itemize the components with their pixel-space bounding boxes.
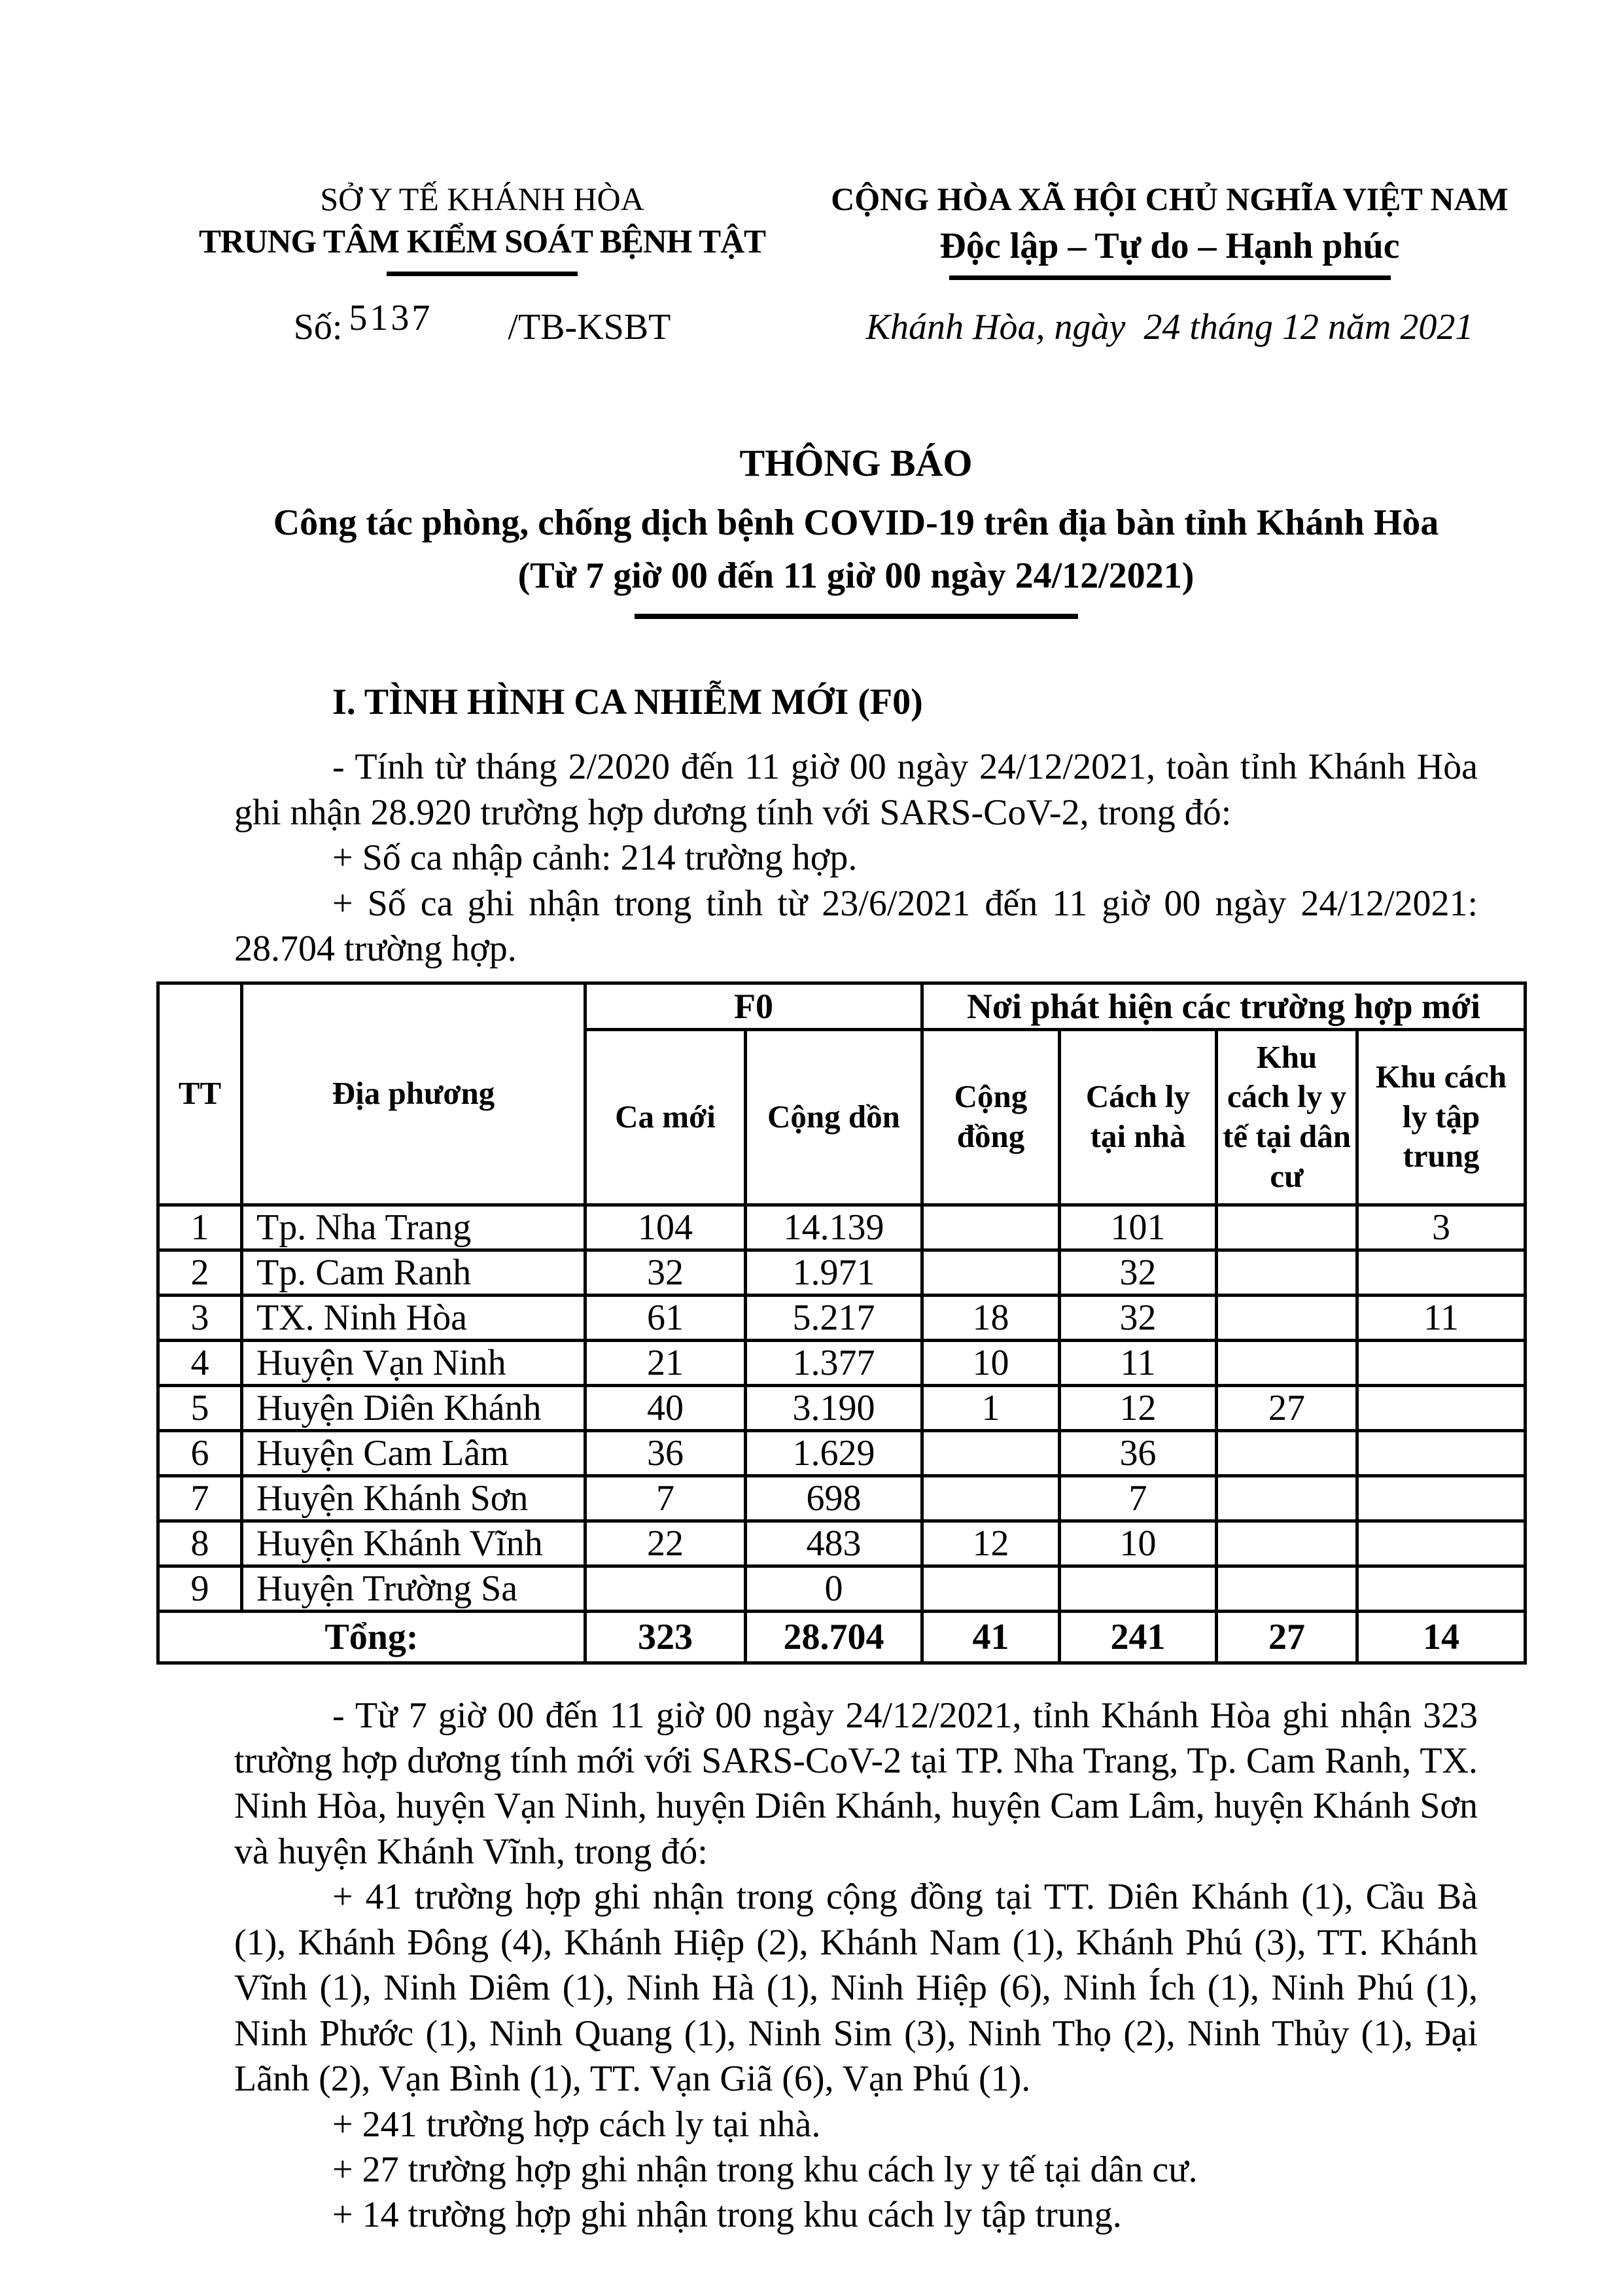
table-cell: 10	[1060, 1521, 1217, 1566]
total-label: Tổng:	[158, 1611, 585, 1663]
table-cell: 3.190	[746, 1385, 922, 1430]
document-number-line	[152, 298, 812, 348]
title-divider-line	[635, 614, 1078, 619]
table-row	[158, 1521, 1526, 1566]
table-cell: 40	[585, 1385, 746, 1430]
table-cell: 4	[158, 1340, 242, 1385]
table-cell: 1	[158, 1205, 242, 1250]
table-cell: 3	[1357, 1205, 1526, 1250]
table-cell: 27	[1217, 1385, 1357, 1430]
col-header-locality: Địa phương	[242, 983, 585, 1205]
table-cell: 32	[585, 1250, 746, 1295]
national-motto-block	[812, 178, 1527, 348]
table-row	[158, 1205, 1526, 1250]
table-cell: 1.377	[746, 1340, 922, 1385]
table-cell: 32	[1060, 1295, 1217, 1340]
table-cell: 11	[1357, 1295, 1526, 1340]
table-cell: 12	[1060, 1385, 1217, 1430]
table-cell: Huyện Diên Khánh	[242, 1385, 585, 1430]
table-cell: 36	[1060, 1430, 1217, 1475]
total-community: 41	[922, 1611, 1060, 1663]
document-subtitle: Công tác phòng, chống dịch bệnh COVID-19 trên địa bàn tỉnh Khánh Hòa	[273, 502, 1439, 543]
after-table-paragraphs	[234, 1693, 1478, 2238]
table-cell: 1.629	[746, 1430, 922, 1475]
table-cell: 12	[922, 1521, 1060, 1566]
table-cell: 14.139	[746, 1205, 922, 1250]
table-cell	[1217, 1566, 1357, 1611]
table-cell: 8	[158, 1521, 242, 1566]
table-cell: Tp. Cam Ranh	[242, 1250, 585, 1295]
table-cell	[922, 1566, 1060, 1611]
paragraph: + Số ca ghi nhận trong tỉnh từ 23/6/2021 đến 11 giờ 00 ngày 24/12/2021: 28.704 trường hợp.	[234, 883, 1478, 970]
table-cell: 7	[585, 1475, 746, 1521]
table-cell	[1357, 1430, 1526, 1475]
after-table-text	[234, 1693, 1478, 2238]
table-cell	[922, 1430, 1060, 1475]
total-medical-isolation: 27	[1217, 1611, 1357, 1663]
table-cell	[585, 1566, 746, 1611]
table-cell	[1357, 1385, 1526, 1430]
table-cell	[1217, 1521, 1357, 1566]
table-cell: 2	[158, 1250, 242, 1295]
section-1	[234, 679, 1478, 972]
paragraph: + Số ca nhập cảnh: 214 trường hợp.	[332, 838, 858, 879]
table-cell: 483	[746, 1521, 922, 1566]
table-total-row	[158, 1611, 1526, 1663]
issuing-agency-block	[152, 178, 812, 348]
table-cell: 1	[922, 1385, 1060, 1430]
table-cell: 32	[1060, 1250, 1217, 1295]
table-cell	[1357, 1250, 1526, 1295]
col-header-medical-isolation-area: Khu cách ly y tế tại dân cư	[1217, 1029, 1357, 1205]
place-date-line: Khánh Hòa, ngày 24 tháng 12 năm 2021	[865, 307, 1474, 347]
table-cell: Huyện Trường Sa	[242, 1566, 585, 1611]
table-cell	[922, 1250, 1060, 1295]
col-header-new-cases: Ca mới	[585, 1029, 746, 1205]
col-header-cumulative: Cộng dồn	[746, 1029, 922, 1205]
table-cell	[1217, 1205, 1357, 1250]
table-cell	[1217, 1475, 1357, 1521]
agency-name: TRUNG TÂM KIỂM SOÁT BỆNH TẬT	[198, 224, 766, 260]
document-number-value: 5137	[349, 298, 433, 339]
paragraph: - Từ 7 giờ 00 đến 11 giờ 00 ngày 24/12/2021, tỉnh Khánh Hòa ghi nhận 323 trường hợp dương tính mới với SARS-CoV-2 tại TP. Nha Trang, Tp. Cam Ranh, TX. Ninh Hòa, huyện Vạn Ninh, huyện Diên Khánh, huyện Cam Lâm, huyện Khánh Sơn và huyện Khánh Vĩnh, trong đó:	[234, 1695, 1478, 1872]
table-cell: 101	[1060, 1205, 1217, 1250]
section-heading: I. TÌNH HÌNH CA NHIỄM MỚI (F0)	[332, 682, 923, 723]
total-home-isolation: 241	[1060, 1611, 1217, 1663]
table-cell	[922, 1205, 1060, 1250]
table-cell	[1357, 1475, 1526, 1521]
table-cell: 7	[158, 1475, 242, 1521]
col-header-home-isolation: Cách ly tại nhà	[1060, 1029, 1217, 1205]
table-cell: Tp. Nha Trang	[242, 1205, 585, 1250]
table-cell: 18	[922, 1295, 1060, 1340]
table-cell: 1.971	[746, 1250, 922, 1295]
group-header-detection-place: Nơi phát hiện các trường hợp mới	[922, 983, 1526, 1029]
paragraph: + 27 trường hợp ghi nhận trong khu cách ly y tế tại dân cư.	[332, 2149, 1198, 2190]
cases-by-locality-table	[156, 981, 1527, 1665]
title-block	[234, 440, 1478, 619]
table-cell: 5.217	[746, 1295, 922, 1340]
table-body	[158, 1205, 1526, 1611]
table-cell: 21	[585, 1340, 746, 1385]
table-row	[158, 1340, 1526, 1385]
table-cell: 7	[1060, 1475, 1217, 1521]
table-cell	[1357, 1521, 1526, 1566]
table-cell: TX. Ninh Hòa	[242, 1295, 585, 1340]
table-cell	[1217, 1295, 1357, 1340]
table-row	[158, 1250, 1526, 1295]
paragraph: - Tính từ tháng 2/2020 đến 11 giờ 00 ngày 24/12/2021, toàn tỉnh Khánh Hòa ghi nhận 28.920 trường hợp dương tính với SARS-CoV-2, trong đó:	[234, 747, 1478, 833]
table-cell	[1217, 1250, 1357, 1295]
table-row	[158, 1475, 1526, 1521]
col-header-tt: TT	[158, 983, 242, 1205]
agency-parent-name: SỞ Y TẾ KHÁNH HÒA	[320, 181, 644, 217]
table-cell	[1357, 1566, 1526, 1611]
national-title: CỘNG HÒA XÃ HỘI CHỦ NGHĨA VIỆT NAM	[831, 181, 1509, 217]
table-cell	[1357, 1340, 1526, 1385]
table-cell: Huyện Vạn Ninh	[242, 1340, 585, 1385]
table-row	[158, 1566, 1526, 1611]
document-header	[0, 0, 1623, 348]
table-cell: 22	[585, 1521, 746, 1566]
total-concentrated-isolation: 14	[1357, 1611, 1526, 1663]
table-cell: 6	[158, 1430, 242, 1475]
table-cell	[1060, 1566, 1217, 1611]
document-number-suffix: /TB-KSBT	[508, 307, 671, 348]
total-new-cases: 323	[585, 1611, 746, 1663]
table-cell: Huyện Cam Lâm	[242, 1430, 585, 1475]
document-number-prefix: Số:	[293, 307, 343, 348]
col-header-concentrated-isolation-area: Khu cách ly tập trung	[1357, 1029, 1526, 1205]
table-cell: 36	[585, 1430, 746, 1475]
table-cell	[1217, 1340, 1357, 1385]
paragraph: + 241 trường hợp cách ly tại nhà.	[332, 2104, 821, 2145]
paragraph: + 14 trường hợp ghi nhận trong khu cách ly tập trung.	[332, 2195, 1122, 2236]
document-title: THÔNG BÁO	[739, 442, 973, 485]
group-header-f0: F0	[585, 983, 922, 1029]
document-time-range: (Từ 7 giờ 00 đến 11 giờ 00 ngày 24/12/2021)	[517, 555, 1195, 596]
table-cell: 698	[746, 1475, 922, 1521]
table-cell	[1217, 1430, 1357, 1475]
motto-divider-line	[949, 275, 1391, 280]
agency-divider-line	[387, 272, 578, 276]
table-cell: 104	[585, 1205, 746, 1250]
table-group-header-row	[158, 983, 1526, 1029]
table-cell: 10	[922, 1340, 1060, 1385]
table-cell: 5	[158, 1385, 242, 1430]
table-cell	[922, 1475, 1060, 1521]
section-paragraphs	[234, 745, 1478, 972]
col-header-community: Cộng đồng	[922, 1029, 1060, 1205]
table-cell: 9	[158, 1566, 242, 1611]
table-row	[158, 1295, 1526, 1340]
table-row	[158, 1430, 1526, 1475]
table-cell: 0	[746, 1566, 922, 1611]
table-cell: Huyện Khánh Vĩnh	[242, 1521, 585, 1566]
table-cell: 3	[158, 1295, 242, 1340]
table-cell: 11	[1060, 1340, 1217, 1385]
table-cell: 61	[585, 1295, 746, 1340]
national-motto: Độc lập – Tự do – Hạnh phúc	[939, 226, 1400, 266]
total-cumulative: 28.704	[746, 1611, 922, 1663]
paragraph: + 41 trường hợp ghi nhận trong cộng đồng tại TT. Diên Khánh (1), Cầu Bà (1), Khánh Đông (4), Khánh Hiệp (2), Khánh Nam (1), Khánh Phú (3), TT. Khánh Vĩnh (1), Ninh Diêm (1), Ninh Hà (1), Ninh Hiệp (6), Ninh Ích (1), Ninh Phú (1), Ninh Phước (1), Ninh Quang (1), Ninh Sim (3), Ninh Thọ (2), Ninh Thủy (1), Đại Lãnh (2), Vạn Bình (1), TT. Vạn Giã (6), Vạn Phú (1).	[234, 1877, 1478, 2100]
table-row	[158, 1385, 1526, 1430]
table-cell: Huyện Khánh Sơn	[242, 1475, 585, 1521]
